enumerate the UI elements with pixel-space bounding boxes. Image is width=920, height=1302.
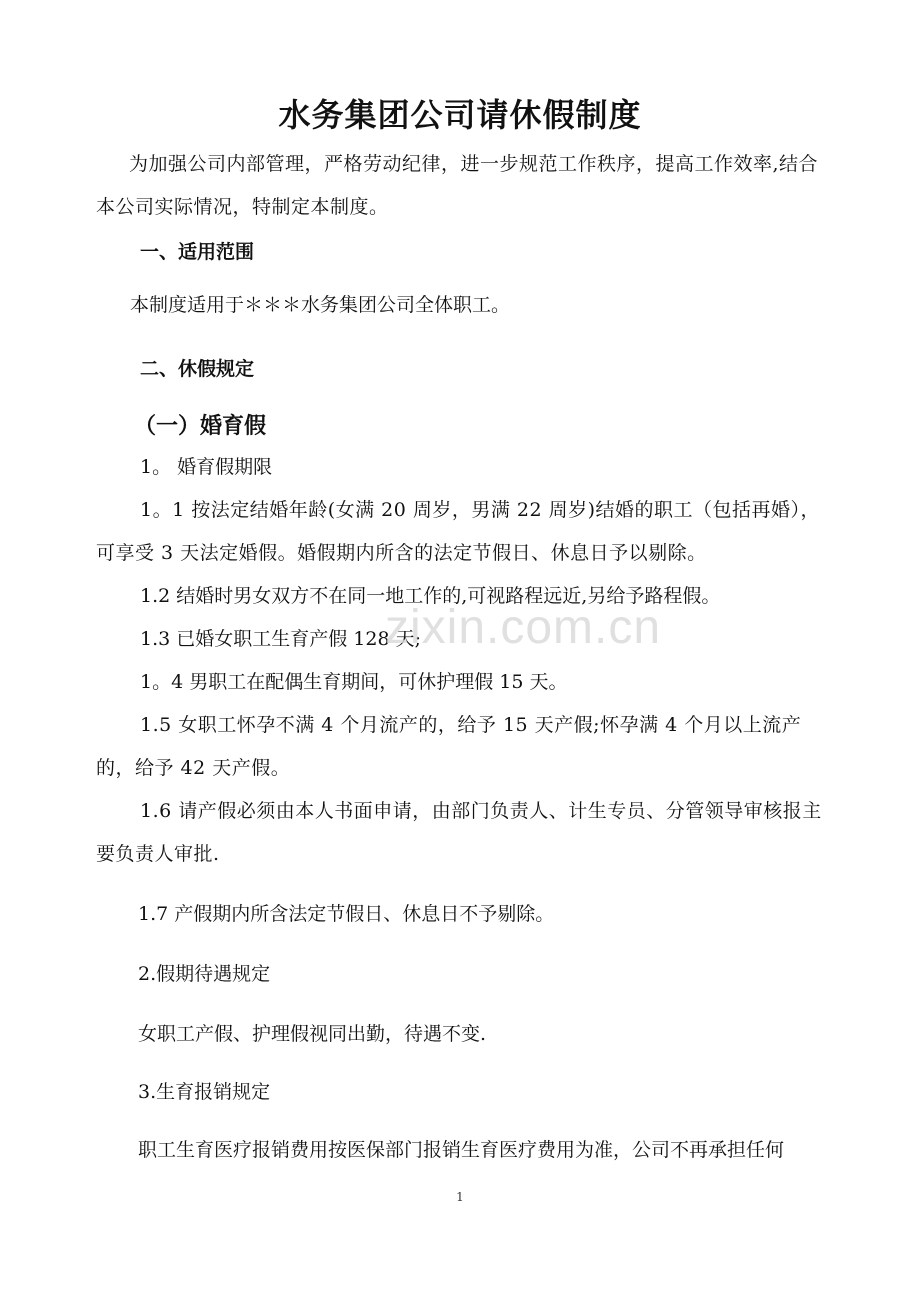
item-1-heading: 1。 婚育假期限 [140,456,273,478]
intro-paragraph: 为加强公司内部管理，严格劳动纪律，进一步规范工作秩序，提高工作效率,结合本公司实际情况，特制定本制度。 [96,153,819,218]
page-number: 1 [456,1190,464,1204]
item-1-5: 1.5 女职工怀孕不满 4 个月流产的，给予 15 天产假;怀孕满 4 个月以上流产的，给予 42 天产假。 [96,714,802,779]
watermark-text: zixin.com.cn [385,601,662,654]
item-1-2: 1.2 结婚时男女双方不在同一地工作的,可视路程远近,另给予路程假。 [140,585,721,607]
document-title: 水务集团公司请休假制度 [278,96,642,134]
subsection-heading-marriage-maternity: （一）婚育假 [134,414,267,439]
item-1-6: 1.6 请产假必须由本人书面申请，由部门负责人、计生专员、分管领导审核报主要负责人审批. [96,800,822,865]
scope-body: 本制度适用于＊＊＊水务集团公司全体职工。 [130,294,511,316]
item-1-1: 1。1 按法定结婚年龄(女满 20 周岁，男满 22 周岁)结婚的职工（包括再婚），可享受 3 天法定婚假。婚假期内所含的法定节假日、休息日予以剔除。 [96,499,821,564]
section-heading-scope: 一、适用范围 [140,241,255,263]
section-heading-leave-rules: 二、休假规定 [140,358,255,380]
item-1-4: 1。4 男职工在配偶生育期间，可休护理假 15 天。 [140,671,568,693]
item-1-3: 1.3 已婚女职工生育产假 128 天; [140,628,422,650]
item-2-heading: 2.假期待遇规定 [138,963,271,985]
item-1-7: 1.7 产假期内所含法定节假日、休息日不予剔除。 [138,903,555,925]
item-3-body: 职工生育医疗报销费用按医保部门报销生育医疗费用为准，公司不再承担任何 [138,1139,785,1161]
item-3-heading: 3.生育报销规定 [138,1081,271,1103]
item-2-body: 女职工产假、护理假视同出勤，待遇不变. [138,1023,487,1045]
